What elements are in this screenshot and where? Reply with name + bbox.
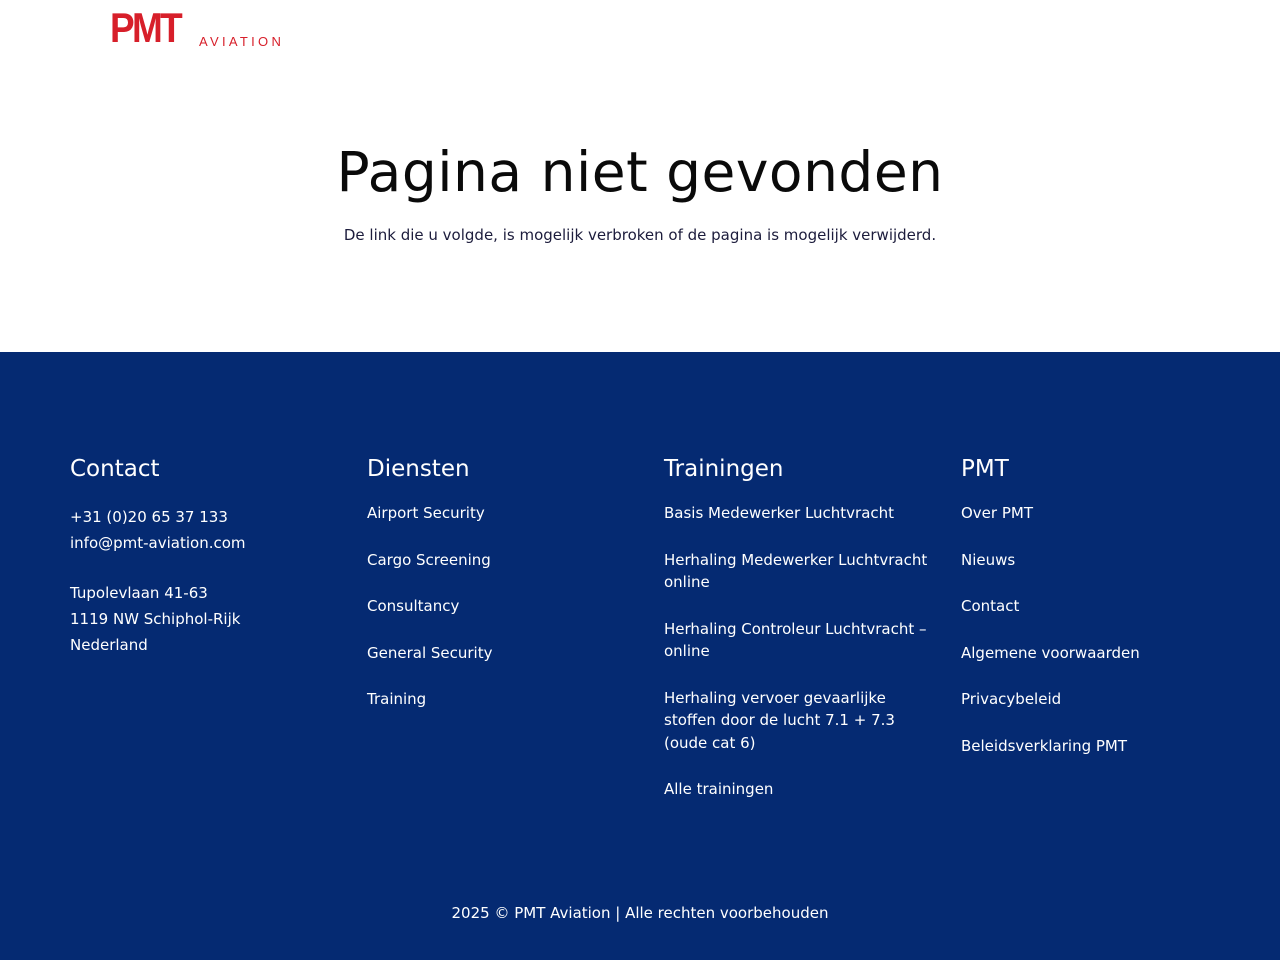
pmt-link-privacybeleid[interactable]: Privacybeleid [961, 690, 1062, 708]
pmt-link-beleidsverklaring[interactable]: Beleidsverklaring PMT [961, 736, 1128, 755]
not-found-section [0, 130, 1280, 246]
footer-diensten-title: Diensten [367, 456, 470, 482]
site-footer [0, 352, 1280, 960]
contact-spacer [70, 556, 340, 580]
pmt-link-nieuws[interactable]: Nieuws [961, 550, 1016, 569]
training-link-herhaling-controleur[interactable]: Herhaling Controleur Luchtvracht – online [664, 619, 927, 660]
contact-phone-link[interactable]: +31 (0)20 65 37 133 [70, 508, 228, 526]
site-header [0, 0, 1280, 70]
copyright-notice: 2025 © PMT Aviation | Alle rechten voorbehouden [451, 904, 829, 922]
not-found-message: De link die u volgde, is mogelijk verbroken of de pagina is mogelijk verwijderd. [343, 226, 937, 244]
training-link-basis-medewerker[interactable]: Basis Medewerker Luchtvracht [664, 504, 895, 522]
diensten-link-general-security[interactable]: General Security [367, 643, 493, 662]
contact-email-link[interactable]: info@pmt-aviation.com [70, 534, 246, 552]
contact-country: Nederland [70, 636, 148, 654]
footer-contact-title: Contact [70, 456, 160, 482]
footer-trainingen-title: Trainingen [664, 456, 784, 482]
page-title: Pagina niet gevonden [336, 140, 944, 204]
diensten-link-consultancy[interactable]: Consultancy [367, 597, 460, 615]
footer-trainingen-column [664, 452, 934, 825]
footer-pmt-title: PMT [961, 456, 1009, 482]
training-link-herhaling-medewerker[interactable]: Herhaling Medewerker Luchtvracht online [664, 550, 928, 591]
footer-pmt-column [961, 452, 1231, 781]
pmt-link-contact[interactable]: Contact [961, 597, 1020, 615]
logo-wordmark: PMT [110, 4, 181, 51]
diensten-link-cargo-screening[interactable]: Cargo Screening [367, 550, 491, 569]
pmt-aviation-logo[interactable] [110, 4, 285, 51]
contact-city: 1119 NW Schiphol-Rijk [70, 610, 241, 628]
logo-subtitle: AVIATION [199, 34, 285, 49]
contact-street: Tupolevlaan 41-63 [70, 584, 208, 602]
pmt-link-algemene-voorwaarden[interactable]: Algemene voorwaarden [961, 643, 1140, 662]
diensten-link-airport-security[interactable]: Airport Security [367, 504, 485, 522]
training-link-gevaarlijke-stoffen[interactable]: Herhaling vervoer gevaarlijke stoffen door de lucht 7.1 + 7.3 (oude cat 6) [664, 688, 895, 752]
pmt-link-over-pmt[interactable]: Over PMT [961, 504, 1033, 522]
footer-diensten-column [367, 452, 637, 735]
diensten-link-training[interactable]: Training [367, 690, 427, 708]
footer-contact-column [70, 452, 340, 658]
training-link-alle-trainingen[interactable]: Alle trainingen [664, 780, 774, 798]
